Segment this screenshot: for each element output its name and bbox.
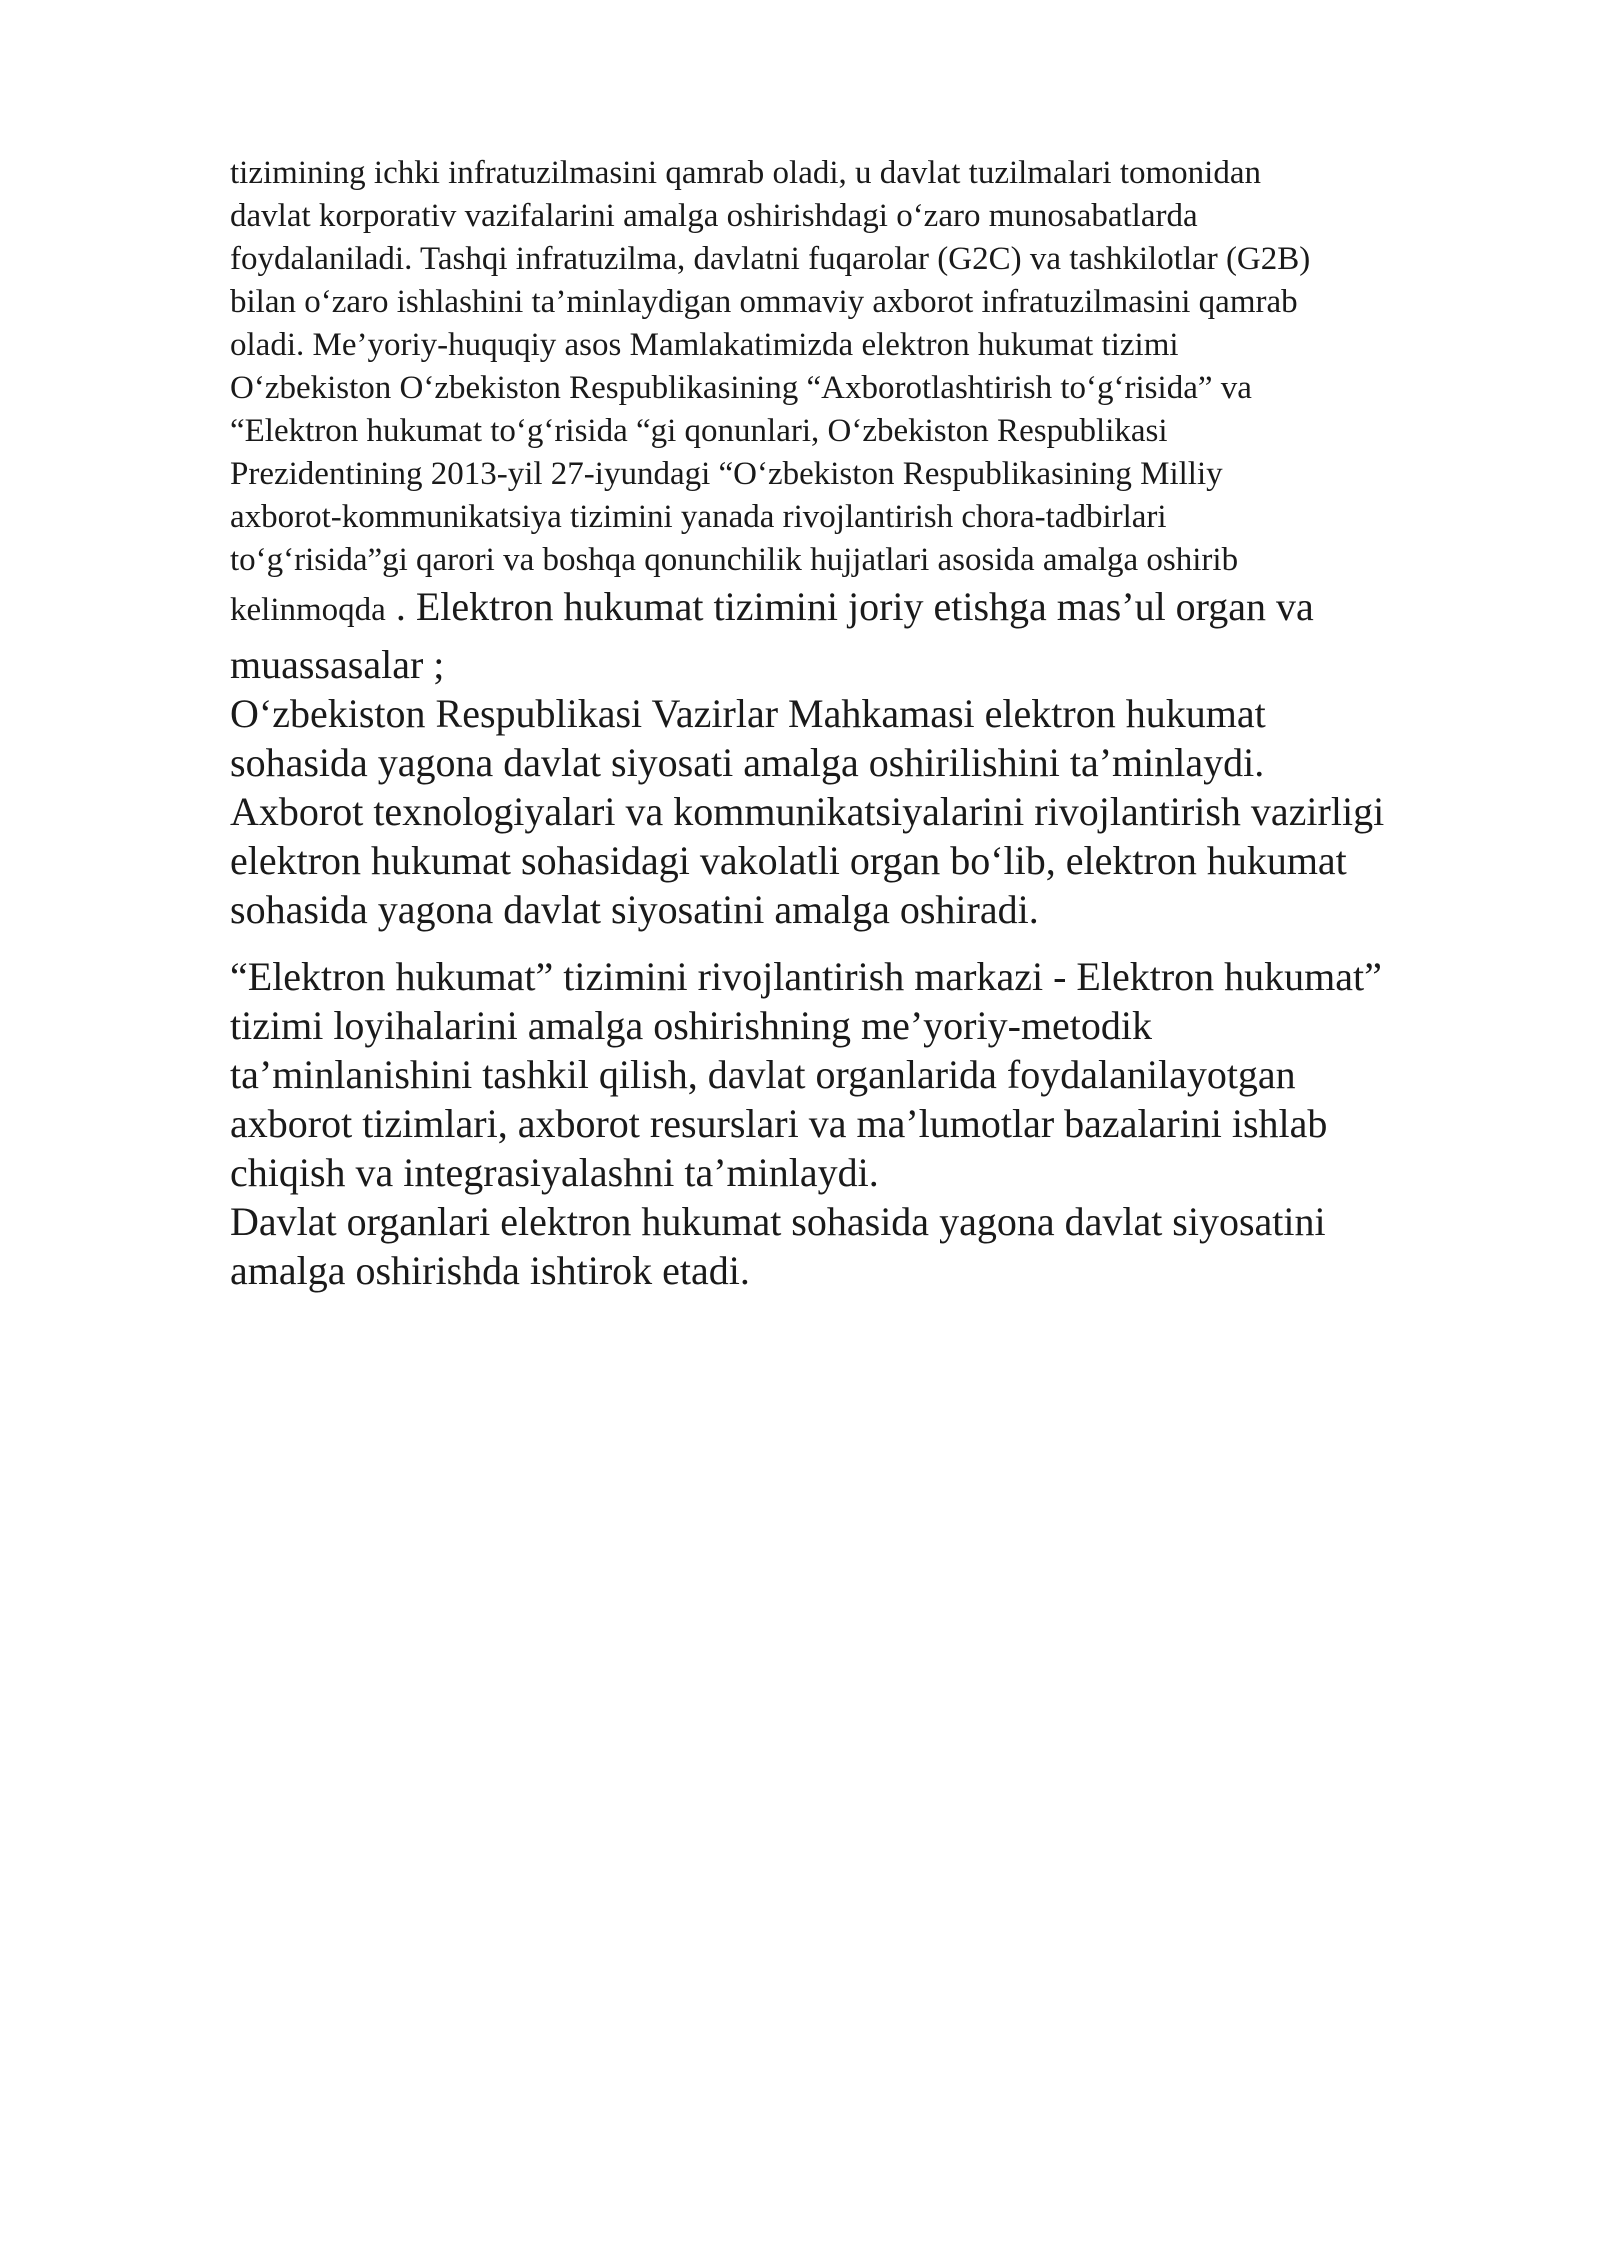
paragraph-development-center [230, 952, 1490, 1295]
text-line: to‘g‘risida”gi qarori va boshqa qonunchilik hujjatlari asosida amalga oshirib [230, 542, 1239, 578]
paragraph-responsible-bodies [230, 582, 1490, 934]
text-line: tizimining ichki infratuzilmasini qamrab oladi, u davlat tuzilmalari tomonidan [230, 155, 1261, 191]
text-line: davlat korporativ vazifalarini amalga oshirishdagi o‘zaro munosabatlarda [230, 198, 1198, 234]
text-line: “Elektron hukumat” tizimini rivojlantirish markazi - Elektron hukumat” [230, 954, 1382, 999]
text-line: amalga oshirishda ishtirok etadi. [230, 1248, 750, 1293]
text-line: Davlat organlari elektron hukumat sohasida yagona davlat siyosatini [230, 1199, 1326, 1244]
paragraph-infrastructure [230, 152, 1490, 582]
document-body [230, 152, 1490, 1295]
text-line: O‘zbekiston Respublikasi Vazirlar Mahkamasi elektron hukumat [230, 691, 1266, 736]
text-line: O‘zbekiston O‘zbekiston Respublikasining “Axborotlashtirish to‘g‘risida” va [230, 370, 1252, 406]
text-line: oladi. Me’yoriy-huquqiy asos Mamlakatimizda elektron hukumat tizimi [230, 327, 1179, 363]
text-line: axborot tizimlari, axborot resurslari va ma’lumotlar bazalarini ishlab [230, 1101, 1328, 1146]
text-line: ta’minlanishini tashkil qilish, davlat organlarida foydalanilayotgan [230, 1052, 1296, 1097]
text-fragment: kelinmoqda [230, 592, 386, 628]
text-line: Prezidentining 2013-yil 27-iyundagi “O‘zbekiston Respublikasining Milliy [230, 456, 1223, 492]
text-line: axborot-kommunikatsiya tizimini yanada rivojlantirish chora-tadbirlari [230, 499, 1167, 535]
text-line: sohasida yagona davlat siyosatini amalga oshiradi. [230, 887, 1039, 932]
text-line: foydalaniladi. Tashqi infratuzilma, davlatni fuqarolar (G2C) va tashkilotlar (G2B) [230, 241, 1311, 277]
text-line: bilan o‘zaro ishlashini ta’minlaydigan ommaviy axborot infratuzilmasini qamrab [230, 284, 1298, 320]
text-line: Axborot texnologiyalari va kommunikatsiyalarini rivojlantirish vazirligi [230, 789, 1385, 834]
text-line: tizimi loyihalarini amalga oshirishning me’yoriy-metodik [230, 1003, 1153, 1048]
text-line: “Elektron hukumat to‘g‘risida “gi qonunlari, O‘zbekiston Respublikasi [230, 413, 1168, 449]
text-line: sohasida yagona davlat siyosati amalga oshirilishini ta’minlaydi. [230, 740, 1265, 785]
heading-continuation [230, 640, 1490, 689]
text-fragment: muassasalar ; [230, 642, 445, 687]
text-fragment: . Elektron hukumat tizimini joriy etishga mas’ul organ va [385, 584, 1314, 629]
text-line: chiqish va integrasiyalashni ta’minlaydi. [230, 1150, 879, 1195]
text-line: elektron hukumat sohasidagi vakolatli organ bo‘lib, elektron hukumat [230, 838, 1347, 883]
mixed-line [230, 582, 1490, 640]
